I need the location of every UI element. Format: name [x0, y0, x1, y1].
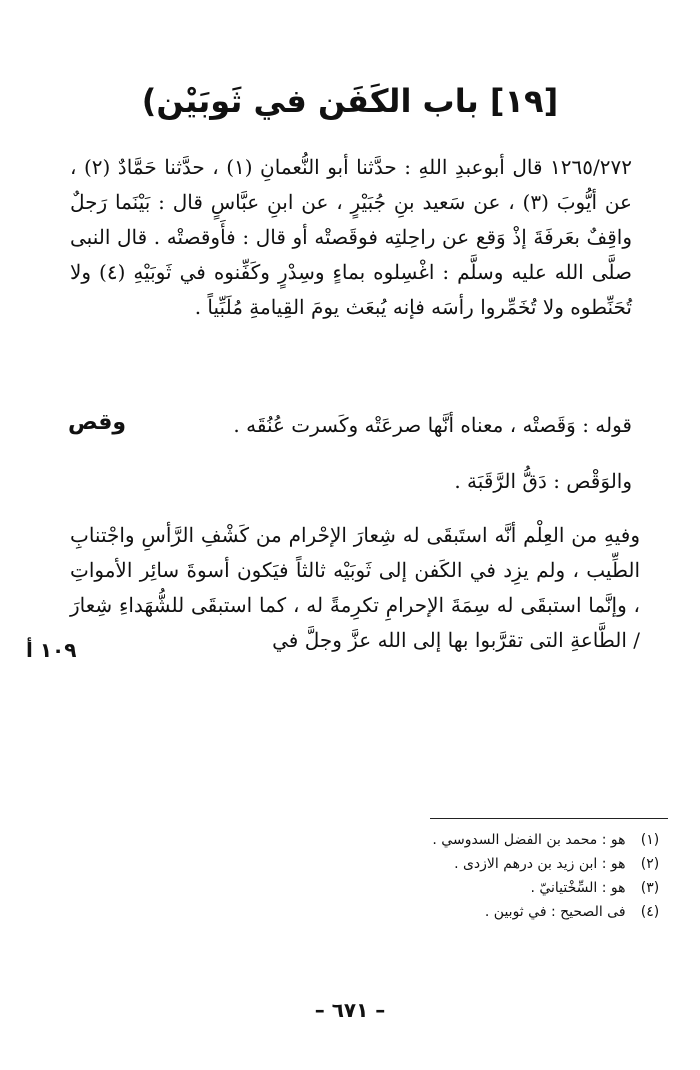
footnote-divider: [430, 818, 668, 819]
chapter-title: [١٩] باب الكَفَن في ثَوبَيْن): [141, 82, 559, 120]
footnote-number: (٣): [640, 880, 660, 896]
footnotes: [270, 828, 670, 924]
commentary-paragraph-2: والوَقْص : دَقُّ الرَّقَبَة .: [454, 469, 632, 493]
footnote-text: هو : محمد بن الفضل السدوسي .: [432, 832, 626, 848]
footnote-item: [270, 828, 670, 852]
margin-folio-marker: ١٠٩ أ: [26, 638, 77, 662]
footnote-number: (٢): [640, 856, 660, 872]
footnote-item: [270, 900, 670, 924]
margin-keyword: وقص: [68, 410, 127, 435]
footnote-number: (١): [640, 832, 660, 848]
footnote-item: [270, 876, 670, 900]
commentary-paragraph-1: قوله : وَقَصتْه ، معناه أنَّها صرعَتْه وكَسرت عُنُقَه .: [233, 413, 632, 437]
footnote-item: [270, 852, 670, 876]
footnote-number: (٤): [640, 904, 660, 920]
page-number: – ٦٧١ –: [314, 998, 386, 1022]
footnote-text: هو : السِّخْتيانيّ .: [530, 880, 626, 896]
footnote-text: فى الصحيح : في ثوبين .: [484, 904, 626, 920]
footnote-text: هو : ابن زيد بن درهم الازدى .: [454, 856, 626, 872]
hadith-paragraph: ١٢٦٥/٢٧٢ قال أبوعبدِ اللهِ : حدَّثنا أبو النُّعمانِ (١) ، حدَّثنا حَمَّادٌ (٢) ، عن أيُّوبَ (٣) ، عن سَعيد بنِ جُبَيْرٍ ، عن ابنِ عبَّاسٍ قال : بَيْنَما رَجلٌ واقِفٌ بعَرفَةَ إذْ وَقع عن راحِلتِه فوقَصتْه أو قال : فأَوقصتْه . قال النبى صلَّى الله عليه وسلَّم : اغْسِلوه بماءٍ وسِدْرٍ وكَفِّنوه في ثَوبَيْهِ (٤) ولا تُحَنِّطوه ولا تُخَمِّروا رأسَه فإنه يُبعَث يومَ القِيامةِ مُلَبِّياً .: [70, 155, 632, 319]
commentary-paragraph-3: وفيهِ من العِلْم أنَّه استَبقَى له شِعارَ الإحْرام من كَشْفِ الرَّأسِ واجْتنابِ الطِّيب ، ولم يزِد في الكَفن إلى ثَوبَيْه ثالثاً فيَكون أسوةَ سائِر الأمواتِ ، وإنَّما استبقَى له سِمَةَ الإحرامِ تكرِمةً له ، كما استبقَى للشُّهَداءِ شِعارَ / الطَّاعةِ التى تقرَّبوا بها إلى الله عزَّ وجلَّ في: [70, 523, 640, 652]
